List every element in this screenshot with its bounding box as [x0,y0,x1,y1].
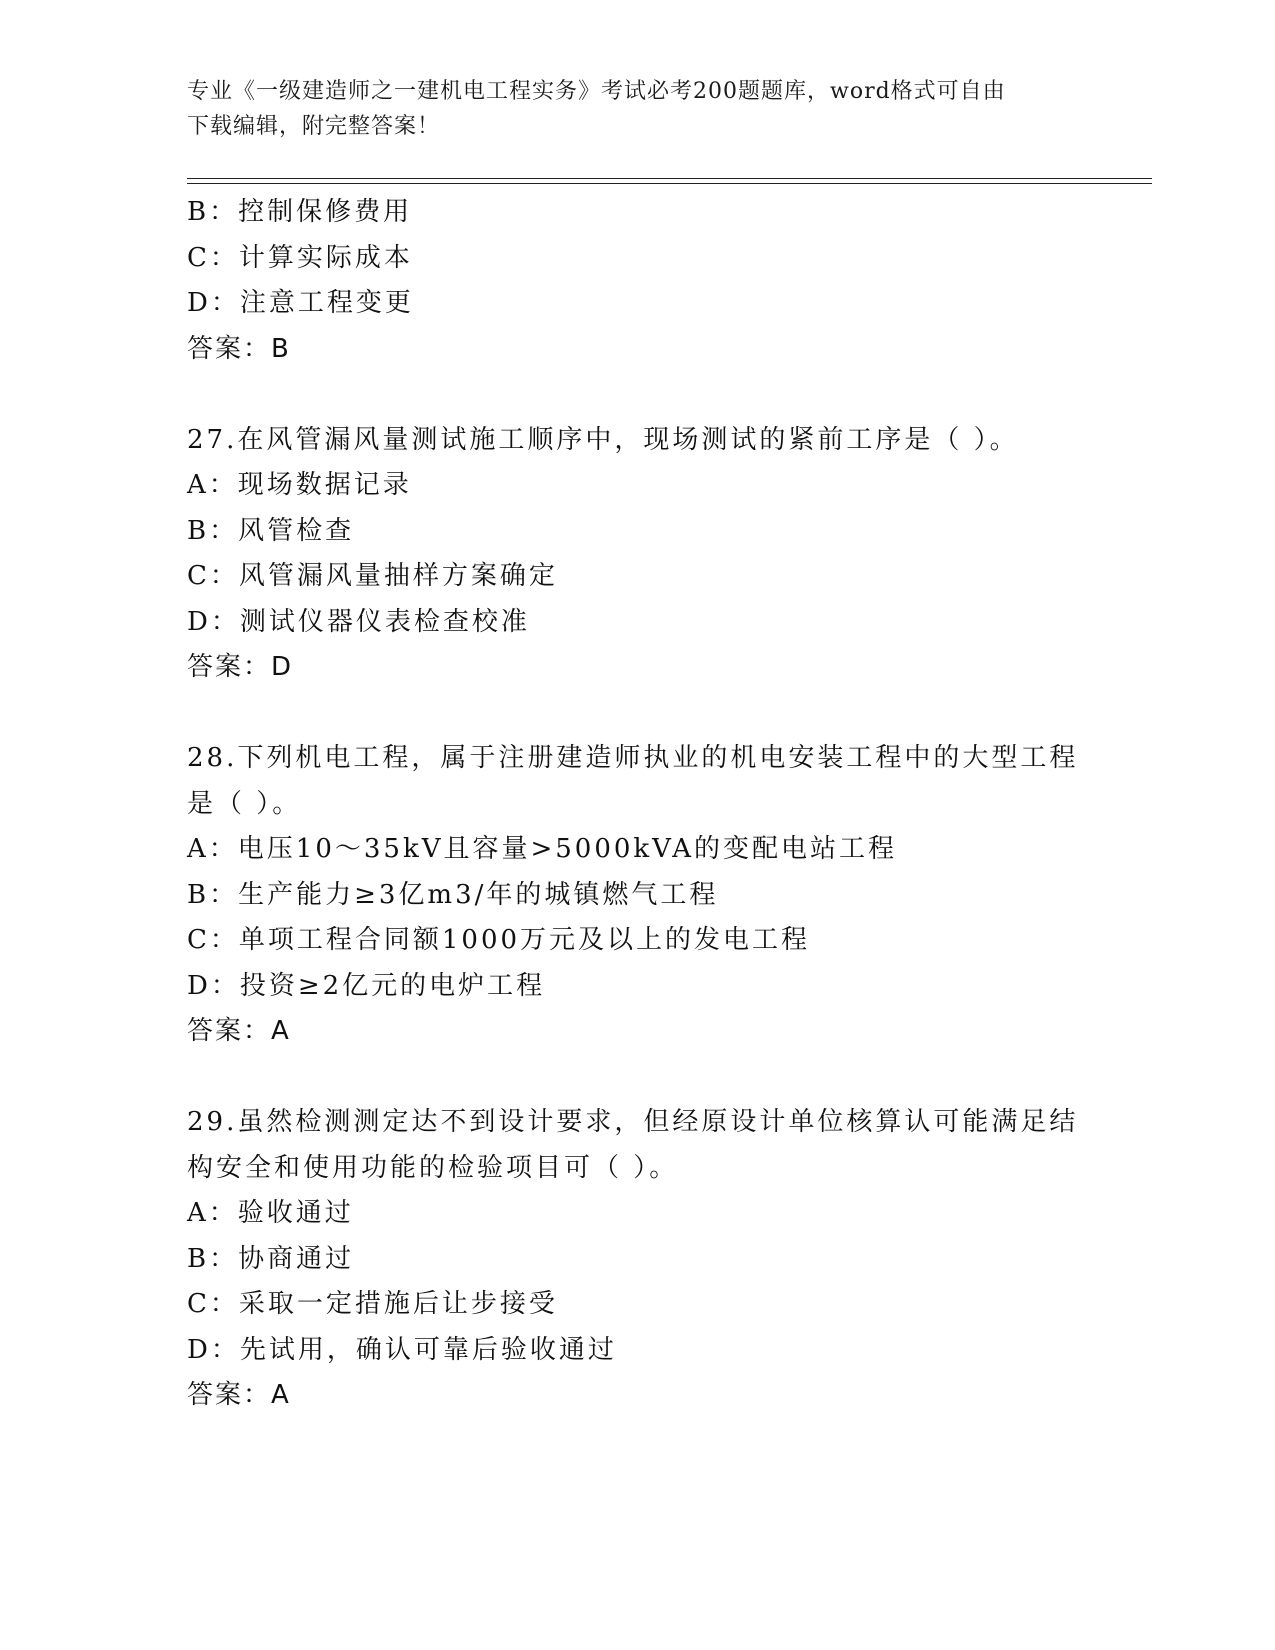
question-stem-continued: 构安全和使用功能的检验项目可（ ）。 [187,1152,679,1183]
question-stem: 28.下列机电工程，属于注册建造师执业的机电安装工程中的大型工程 [187,743,1079,773]
option-a: A：电压10～35kV且容量>5000kVA的变配电站工程 [187,834,897,864]
question-29 [187,1100,1087,1419]
option-b: B：控制保修费用 [187,197,413,227]
option-d: D：投资≥2亿元的电炉工程 [187,970,546,1001]
header-divider-top [187,178,1152,179]
option-d: D：先试用，确认可靠后验收通过 [187,1334,617,1365]
option-b: B：协商通过 [187,1243,355,1274]
header-line-2: 下载编辑，附完整答案！ [187,114,441,139]
question-list [187,190,1087,1419]
question-stem: 27.在风管漏风量测试施工顺序中，现场测试的紧前工序是（ ）。 [187,424,1019,455]
answer-line: 答案：A [187,1016,291,1046]
option-c: C：单项工程合同额1000万元及以上的发电工程 [187,925,811,955]
question-fragment [187,190,1087,372]
answer-line: 答案：D [187,652,294,682]
option-d: D：测试仪器仪表检查校准 [187,606,530,637]
option-c: C：采取一定措施后让步接受 [187,1289,558,1319]
option-a: A：现场数据记录 [187,470,412,500]
answer-line: 答案：A [187,1380,291,1410]
spacer [187,1055,1087,1101]
answer-line: 答案：B [187,333,291,364]
option-c: C：风管漏风量抽样方案确定 [187,561,558,591]
option-b: B：风管检查 [187,515,355,546]
option-a: A：验收通过 [187,1198,354,1228]
page-header [187,74,1087,144]
question-27 [187,418,1087,691]
spacer [187,691,1087,737]
question-stem-continued: 是（ ）。 [187,788,302,819]
option-d: D：注意工程变更 [187,288,414,318]
question-28 [187,736,1087,1055]
header-line-1: 专业《一级建造师之一建机电工程实务》考试必考200题题库，word格式可自由 [187,79,1006,104]
header-divider-bottom [187,183,1152,184]
spacer [187,372,1087,418]
option-c: C：计算实际成本 [187,242,413,273]
question-stem: 29.虽然检测测定达不到设计要求，但经原设计单位核算认可能满足结 [187,1107,1079,1137]
option-b: B：生产能力≥3亿m3/年的城镇燃气工程 [187,879,719,910]
